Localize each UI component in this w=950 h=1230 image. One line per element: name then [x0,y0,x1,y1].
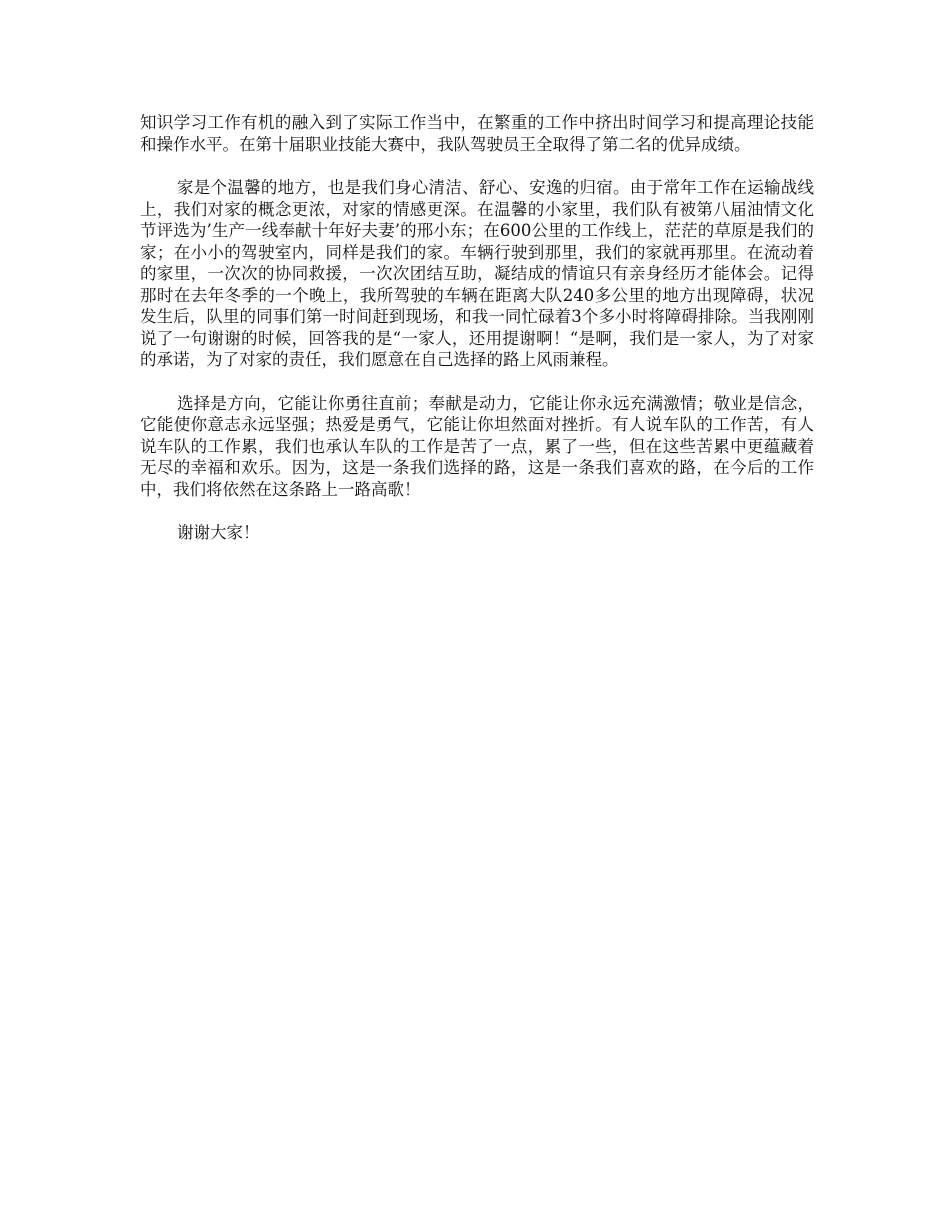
closing-thanks: 谢谢大家！ [177,523,260,542]
paragraph-choice: 选择是方向，它能让你勇往直前；奉献是动力，它能让你永远充满激情；敬业是信念，它能使你意志永远坚强；热爱是勇气，它能让你坦然面对挫折。有人说车队的工作苦，有人说车队的工作累，我们也承认车队的工作是苦了一点，累了一些，但在这些苦累中更蕴藏着无尽的幸福和欢乐。因为，这是一条我们选择的路，这是一条我们喜欢的路，在今后的工作中，我们将依然在这条路上一路高歌！ [140,393,814,499]
document-body [140,112,814,544]
paragraph-continued: 知识学习工作有机的融入到了实际工作当中，在繁重的工作中挤出时间学习和提高理论技能和操作水平。在第十届职业技能大赛中，我队驾驶员王全取得了第二名的优异成绩。 [140,113,814,154]
paragraph-home: 家是个温馨的地方，也是我们身心清洁、舒心、安逸的归宿。由于常年工作在运输战线上，我们对家的概念更浓，对家的情感更深。在温馨的小家里，我们队有被第八届油情文化节评选为’生产一线奉献十年好夫妻’的邢小东；在600公里的工作线上，茫茫的草原是我们的家；在小小的驾驶室内，同样是我们的家。车辆行驶到那里，我们的家就再那里。在流动着的家里，一次次的协同救援，一次次团结互助，凝结成的情谊只有亲身经历才能体会。记得那时在去年冬季的一个晚上，我所驾驶的车辆在距离大队240多公里的地方出现障碍，状况发生后，队里的同事们第一时间赶到现场，和我一同忙碌着3个多小时将障碍排除。当我刚刚说了一句谢谢的时候，回答我的是“一家人，还用提谢啊！“是啊，我们是一家人，为了对家的承诺，为了对家的责任，我们愿意在自己选择的路上风雨兼程。 [140,178,814,369]
